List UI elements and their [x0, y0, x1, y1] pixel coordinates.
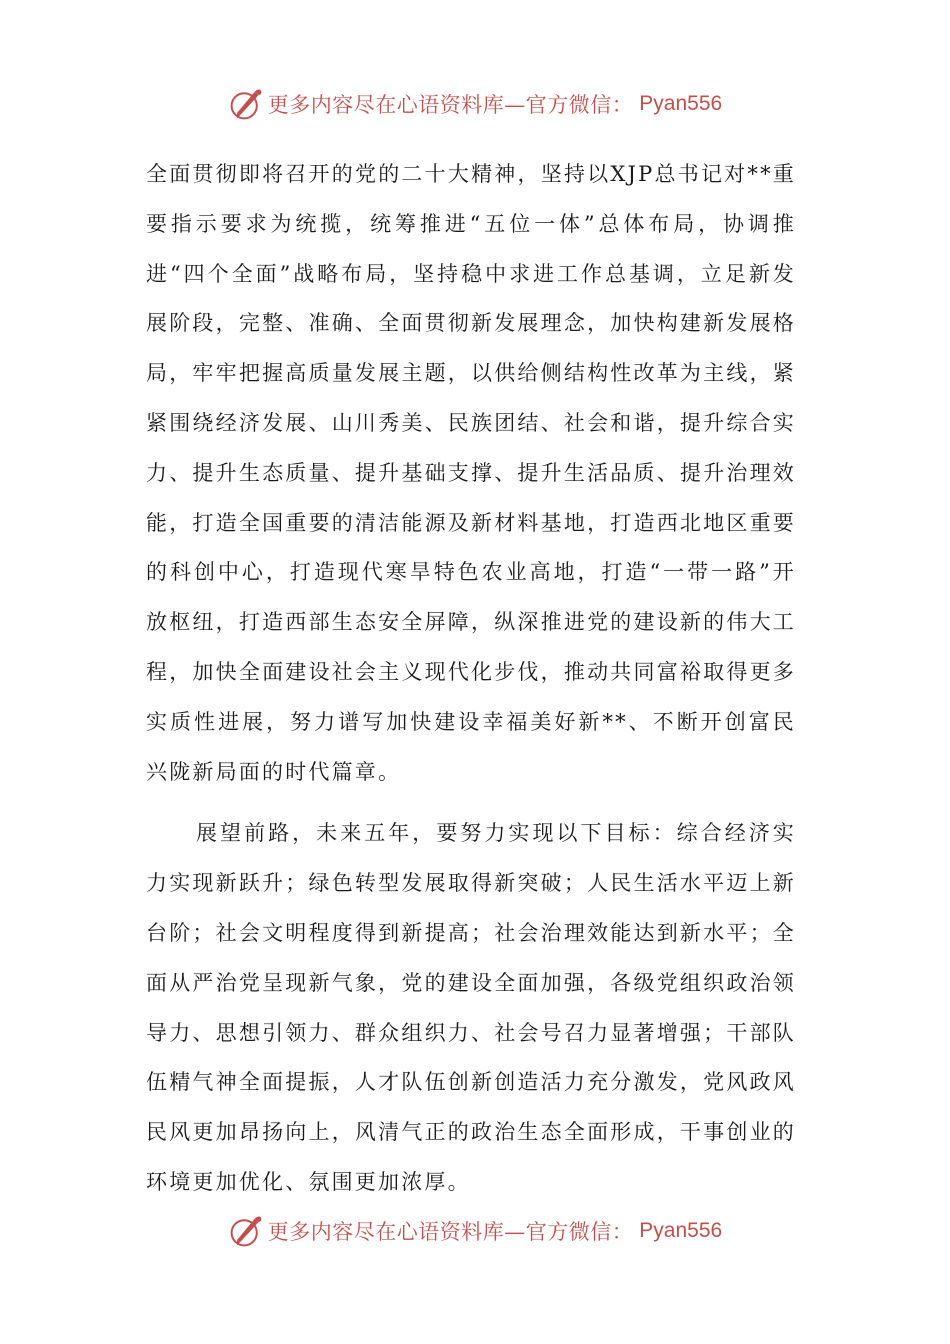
- banner-text: 更多内容尽在心语资料库—官方微信：: [267, 1220, 634, 1244]
- quill-pen-logo-icon: [228, 86, 264, 122]
- paragraph-2: 展望前路，未来五年，要努力实现以下目标：综合经济实力实现新跃升；绿色转型发展取得新突破；人民生活水平迈上新台阶；社会文明程度得到新提高；社会治理效能达到新水平；全面从严治党呈现新气象，党的建设全面加强，各级党组织政治领导力、思想引领力、群众组织力、社会号召力显著增强；干部队伍精气神全面提振，人才队伍创新创造活力充分激发，党风政风民风更加昂扬向上，风清气正的政治生态全面形成，干事创业的环境更加优化、氛围更加浓厚。: [146, 821, 796, 1194]
- banner-content: [228, 86, 722, 122]
- banner-content: [228, 1213, 722, 1249]
- document-body: [146, 150, 796, 1208]
- header-watermark-banner: [0, 84, 950, 124]
- banner-wechat-handle: Pyan556: [639, 92, 723, 115]
- paragraph-1: 全面贯彻即将召开的党的二十大精神，坚持以XJP总书记对**重要指示要求为统揽，统筹推进“五位一体”总体布局，协调推进“四个全面”战略布局，坚持稳中求进工作总基调，立足新发展阶段，完整、准确、全面贯彻新发展理念，加快构建新发展格局，牢牢把握高质量发展主题，以供给侧结构性改革为主线，紧紧围绕经济发展、山川秀美、民族团结、社会和谐，提升综合实力、提升生态质量、提升基础支撑、提升生活品质、提升治理效能，打造全国重要的清洁能源及新材料基地，打造西北地区重要的科创中心，打造现代寒旱特色农业高地，打造“一带一路”开放枢纽，打造西部生态安全屏障，纵深推进党的建设新的伟大工程，加快全面建设社会主义现代化步伐，推动共同富裕取得更多实质性进展，努力谱写加快建设幸福美好新**、不断开创富民兴陇新局面的时代篇章。: [146, 162, 796, 784]
- banner-wechat-handle: Pyan556: [639, 1219, 723, 1242]
- banner-text: 更多内容尽在心语资料库—官方微信：: [267, 93, 634, 117]
- quill-pen-logo-icon: [228, 1213, 264, 1249]
- footer-watermark-banner: [0, 1211, 950, 1251]
